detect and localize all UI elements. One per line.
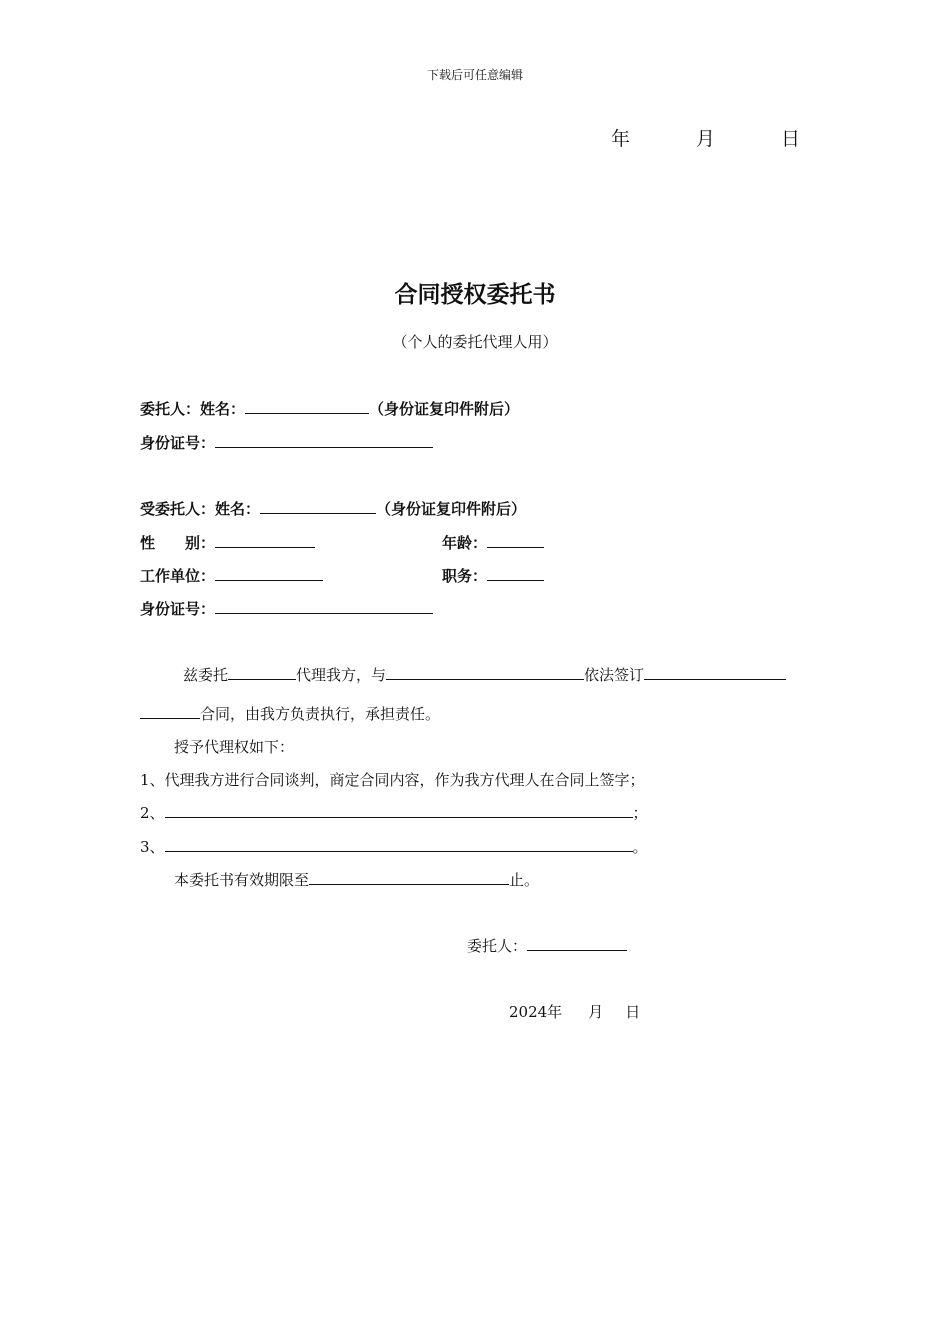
principal-name-row xyxy=(140,398,519,419)
paragraph-line-2 xyxy=(140,703,440,724)
validity-text-a: 本委托书有效期限至 xyxy=(174,871,310,889)
grant-intro: 授予代理权如下： xyxy=(174,738,295,756)
top-date-month: 月 xyxy=(696,128,716,150)
signature-year: 2024年 xyxy=(509,1003,563,1021)
principal-name-blank[interactable] xyxy=(245,398,369,414)
validity-row xyxy=(174,869,539,890)
agent-work-blank[interactable] xyxy=(215,565,323,581)
principal-id-blank[interactable] xyxy=(215,432,433,448)
agent-gender-label: 性 别： xyxy=(140,534,216,552)
grant-item-1: 1、代理我方进行合同谈判，商定合同内容，作为我方代理人在合同上签字； xyxy=(140,771,645,789)
top-date-year: 年 xyxy=(611,128,631,150)
agent-position-label: 职务： xyxy=(442,567,488,585)
p1-text-a: 兹委托 xyxy=(183,666,229,684)
item3-blank[interactable] xyxy=(165,836,633,852)
principal-id-label: 身份证号： xyxy=(140,434,216,452)
agent-id-row xyxy=(140,598,433,619)
principal-name-label: 委托人：姓名： xyxy=(140,400,246,418)
agent-position-blank[interactable] xyxy=(487,565,544,581)
agent-work-row xyxy=(140,565,323,586)
agent-age-label: 年龄： xyxy=(442,534,488,552)
contract-name-blank[interactable] xyxy=(644,664,786,680)
grant-item-2 xyxy=(140,802,648,823)
validity-text-b: 止。 xyxy=(509,871,540,889)
p2-text: 合同，由我方负责执行，承担责任。 xyxy=(200,705,441,723)
document-subtitle: （个人的委托代理人用） xyxy=(392,333,558,351)
p1-text-c: 依法签订 xyxy=(584,666,645,684)
item3-prefix: 3、 xyxy=(140,838,165,856)
agent-gender-blank[interactable] xyxy=(215,532,315,548)
agent-name-label: 受委托人：姓名： xyxy=(140,500,261,518)
agent-name-row xyxy=(140,498,526,519)
signature-month: 月 xyxy=(588,1003,604,1021)
item3-suffix: 。 xyxy=(632,838,648,856)
agent-age-blank[interactable] xyxy=(487,532,544,548)
signature-blank[interactable] xyxy=(527,935,627,951)
agent-position-row xyxy=(442,565,544,586)
agent-name-blank[interactable] xyxy=(260,498,376,514)
agent-id-note: （身份证复印件附后） xyxy=(376,500,527,518)
agent-id-blank[interactable] xyxy=(215,598,433,614)
agent-age-row xyxy=(442,532,544,553)
agent-name-blank-2[interactable] xyxy=(228,664,296,680)
agent-gender-row xyxy=(140,532,315,553)
signature-row xyxy=(467,935,627,956)
document-title: 合同授权委托书 xyxy=(394,282,556,308)
principal-id-row xyxy=(140,432,433,453)
item2-suffix: ； xyxy=(632,804,648,822)
grant-item-3 xyxy=(140,836,648,857)
item2-blank[interactable] xyxy=(165,802,633,818)
p1-text-b: 代理我方，与 xyxy=(296,666,387,684)
top-date-day: 日 xyxy=(781,128,801,150)
item2-prefix: 2、 xyxy=(140,804,165,822)
agent-work-label: 工作单位： xyxy=(140,567,216,585)
counterparty-blank[interactable] xyxy=(386,664,584,680)
agent-id-label: 身份证号： xyxy=(140,600,216,618)
principal-id-note: （身份证复印件附后） xyxy=(369,400,520,418)
validity-date-blank[interactable] xyxy=(309,869,509,885)
paragraph-line-1 xyxy=(183,664,786,685)
page-header-note: 下载后可任意编辑 xyxy=(426,68,523,82)
top-date xyxy=(611,124,800,151)
signature-date xyxy=(509,1001,640,1022)
signature-day: 日 xyxy=(625,1003,641,1021)
contract-name-blank-cont[interactable] xyxy=(140,703,200,719)
signature-label: 委托人： xyxy=(467,937,528,955)
